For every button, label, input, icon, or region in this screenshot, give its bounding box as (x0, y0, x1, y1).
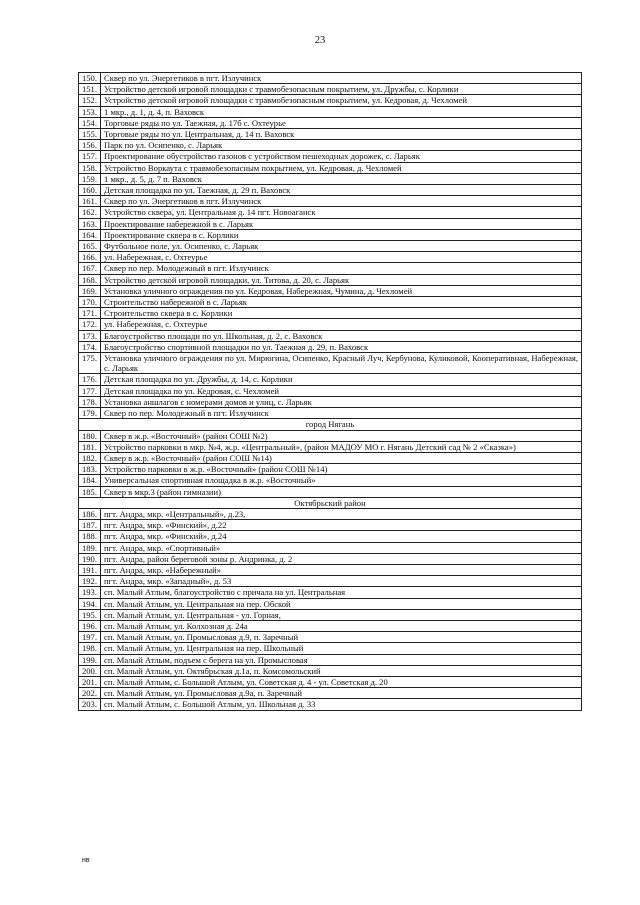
row-text: Универсальная спортивная площадка в ж.р. «Восточный» (101, 475, 582, 486)
table-row (79, 297, 582, 308)
table-row (79, 643, 582, 654)
table-row (79, 464, 582, 475)
row-number: 164. (79, 229, 101, 240)
table-row (79, 598, 582, 609)
table-row (79, 73, 582, 84)
row-text: пгт. Андра, мкр. «Набережный» (101, 564, 582, 575)
row-number: 175. (79, 353, 101, 374)
row-number: 158. (79, 162, 101, 173)
row-number: 184. (79, 475, 101, 486)
table-row (79, 553, 582, 564)
row-number: 170. (79, 297, 101, 308)
row-number: 173. (79, 330, 101, 341)
row-text: Футбольное поле, ул. Осипенко, с. Ларьяк (101, 241, 582, 252)
row-text: пгт. Андра, мкр. «Центральный», д.23, (101, 508, 582, 519)
table-row (79, 396, 582, 407)
row-number: 203. (79, 699, 101, 710)
table-row (79, 676, 582, 687)
table-row (79, 385, 582, 396)
row-text: пгт. Андра, район береговой зоны р. Андринка, д. 2 (101, 553, 582, 564)
table-row (79, 688, 582, 699)
row-number: 191. (79, 564, 101, 575)
table-row (79, 609, 582, 620)
row-text: Сквер по пер. Молодежный в пгт. Излучинск (101, 408, 582, 419)
row-number: 189. (79, 542, 101, 553)
row-number: 200. (79, 665, 101, 676)
row-number: 155. (79, 129, 101, 140)
row-text: Детская площадка по ул. Кедровая, с. Чехломей (101, 385, 582, 396)
row-number: 198. (79, 643, 101, 654)
row-number: 176. (79, 374, 101, 385)
row-text: Устройство парковки в ж.р. «Восточный» (район СОШ №14) (101, 464, 582, 475)
row-number: 190. (79, 553, 101, 564)
table-row (79, 274, 582, 285)
row-number: 159. (79, 173, 101, 184)
row-text: пгт. Андра, мкр. «Финский», д.22 (101, 520, 582, 531)
row-text: Сквер в ж.р. «Восточный» (район СОШ №2) (101, 430, 582, 441)
table-row (79, 151, 582, 162)
row-text: Устройство Воркаута с травмобезопасным покрытием, ул. Кедровая, д. Чехломей (101, 162, 582, 173)
row-number: 151. (79, 84, 101, 95)
table-row (79, 252, 582, 263)
row-text: Установка уличного ограждения по ул. Кедровая, Набережная, Чумина, д. Чехломей (101, 285, 582, 296)
page-number: 23 (314, 35, 326, 46)
row-text: Устройство детской игровой площадки с травмобезопасным покрытием, ул. Дружбы, с. Корлики (101, 84, 582, 95)
row-text: Устройство сквера, ул. Центральная д. 14 пгт. Новоаганск (101, 207, 582, 218)
table-row (79, 117, 582, 128)
row-text: сп. Малый Атлым, ул. Центральная - ул. Горная, (101, 609, 582, 620)
improvement-list-table (78, 72, 582, 711)
row-number: 168. (79, 274, 101, 285)
row-number: 163. (79, 218, 101, 229)
section-heading: Октябрьский район (79, 497, 582, 508)
row-number: 188. (79, 531, 101, 542)
row-text: сп. Малый Атлым, ул. Октябрьская д.1а, п. Комсомольский (101, 665, 582, 676)
table-row (79, 140, 582, 151)
row-number: 193. (79, 587, 101, 598)
table-row (79, 654, 582, 665)
row-number: 161. (79, 196, 101, 207)
row-number: 154. (79, 117, 101, 128)
row-text: 1 мкр., д. 1, д. 4, п. Ваховск (101, 106, 582, 117)
table-row (79, 95, 582, 106)
table-body (79, 73, 582, 711)
row-number: 202. (79, 688, 101, 699)
row-number: 186. (79, 508, 101, 519)
row-number: 171. (79, 308, 101, 319)
table-row (79, 353, 582, 374)
row-number: 174. (79, 341, 101, 352)
table-row (79, 430, 582, 441)
row-text: Строительство набережной в с. Ларьяк (101, 297, 582, 308)
row-text: Строительство сквера в с. Корлики (101, 308, 582, 319)
row-number: 152. (79, 95, 101, 106)
row-text: Сквер по ул. Энергетиков в пгт. Излучинск (101, 73, 582, 84)
row-text: Установка аншлагов с номерами домов и улиц, с. Ларьяк (101, 396, 582, 407)
row-text: сп. Малый Атлым, благоустройство с причала на ул. Центральная (101, 587, 582, 598)
row-text: сп. Малый Атлым, ул. Колхозная д. 24а (101, 620, 582, 631)
row-number: 162. (79, 207, 101, 218)
row-text: Торговые ряды по ул. Таежная, д. 17б с. Охтеурье (101, 117, 582, 128)
row-number: 194. (79, 598, 101, 609)
table-row (79, 330, 582, 341)
row-text: Установка уличного ограждения по ул. Мирюгина, Осипенко, Красный Луч, Кербунова, Куликовой, Кооперативная, Набережная, с. Ларьяк (101, 353, 582, 374)
table-row (79, 542, 582, 553)
table-row (79, 508, 582, 519)
table-row (79, 196, 582, 207)
table-row (79, 173, 582, 184)
row-number: 183. (79, 464, 101, 475)
table-row (79, 564, 582, 575)
row-text: Проектирование набережной в с. Ларьяк (101, 218, 582, 229)
table-row (79, 520, 582, 531)
row-number: 167. (79, 263, 101, 274)
row-number: 157. (79, 151, 101, 162)
table-row (79, 531, 582, 542)
row-text: Устройство парковки в мкр. №4, ж.р. «Центральный», (район МАДОУ МО г. Нягань Детский сад № 2 «Сказка») (101, 441, 582, 452)
table-row (79, 475, 582, 486)
row-number: 182. (79, 452, 101, 463)
row-number: 160. (79, 185, 101, 196)
row-number: 196. (79, 620, 101, 631)
table-row (79, 162, 582, 173)
row-text: Сквер по пер. Молодежный в пгт. Излучинск (101, 263, 582, 274)
table-row (79, 632, 582, 643)
table-row (79, 620, 582, 631)
section-heading-row (79, 419, 582, 430)
table-row (79, 665, 582, 676)
row-text: сп. Малый Атлым, ул. Промысловая д.9, п. Заречный (101, 632, 582, 643)
row-number: 192. (79, 576, 101, 587)
row-number: 178. (79, 396, 101, 407)
row-text: Сквер по ул. Энергетиков в пгт. Излучинск (101, 196, 582, 207)
row-text: сп. Малый Атлым, подъем с берега на ул. Промысловая (101, 654, 582, 665)
section-heading: город Нягань (79, 419, 582, 430)
table-row (79, 576, 582, 587)
table-row (79, 319, 582, 330)
row-text: Сквер в ж.р. «Восточный» (район СОШ №14) (101, 452, 582, 463)
row-number: 181. (79, 441, 101, 452)
row-text: Благоустройство площади по ул. Школьная, д. 2, с. Ваховск (101, 330, 582, 341)
row-number: 201. (79, 676, 101, 687)
table-row (79, 486, 582, 497)
table-row (79, 699, 582, 710)
table-row (79, 285, 582, 296)
row-text: сп. Малый Атлым, с. Большой Атлым, ул. Школьная д. 33 (101, 699, 582, 710)
row-number: 187. (79, 520, 101, 531)
table-row (79, 241, 582, 252)
table-row (79, 229, 582, 240)
row-number: 150. (79, 73, 101, 84)
row-text: ул. Набережная, с. Охтеурье (101, 252, 582, 263)
row-number: 199. (79, 654, 101, 665)
table-row (79, 106, 582, 117)
table-row (79, 308, 582, 319)
row-text: ул. Набережная, с. Охтеурье (101, 319, 582, 330)
table-row (79, 374, 582, 385)
row-text: пгт. Андра, мкр. «Финский», д.24 (101, 531, 582, 542)
row-number: 185. (79, 486, 101, 497)
row-text: Детская площадка по ул. Таежная, д. 29 п. Ваховск (101, 185, 582, 196)
table-row (79, 129, 582, 140)
table-row (79, 587, 582, 598)
row-text: Сквер в мкр.3 (район гимназии) (101, 486, 582, 497)
table-row (79, 263, 582, 274)
footer-mark: нв (82, 857, 90, 864)
table-row (79, 207, 582, 218)
table-row (79, 218, 582, 229)
row-text: сп. Малый Атлым, ул. Промысловая д.9а, п. Заречный (101, 688, 582, 699)
row-text: Проектирование сквера в с. Корлики (101, 229, 582, 240)
row-number: 195. (79, 609, 101, 620)
row-number: 165. (79, 241, 101, 252)
row-text: Устройство детской игровой площадки с травмобезопасным покрытием, ул. Кедровая, д. Чехломей (101, 95, 582, 106)
row-text: 1 мкр., д. 5, д. 7 п. Ваховск (101, 173, 582, 184)
row-number: 169. (79, 285, 101, 296)
row-text: пгт. Андра, мкр. «Спортивный» (101, 542, 582, 553)
row-text: Устройство детской игровой площадки, ул. Титова, д. 20, с. Ларьяк (101, 274, 582, 285)
row-number: 179. (79, 408, 101, 419)
row-number: 156. (79, 140, 101, 151)
row-number: 172. (79, 319, 101, 330)
row-number: 197. (79, 632, 101, 643)
table-row (79, 441, 582, 452)
row-text: Торговые ряды по ул. Центральная, д. 14 п. Ваховск (101, 129, 582, 140)
row-number: 180. (79, 430, 101, 441)
row-text: Благоустройство спортивной площадки по ул. Таежная д. 29, п. Ваховск (101, 341, 582, 352)
table-row (79, 84, 582, 95)
table-row (79, 452, 582, 463)
row-number: 177. (79, 385, 101, 396)
row-text: пгт. Андра, мкр. «Западный», д. 53 (101, 576, 582, 587)
row-number: 166. (79, 252, 101, 263)
row-text: Детская площадка по ул. Дружбы, д. 14, с. Корлики (101, 374, 582, 385)
row-text: сп. Малый Атлым, с. Большой Атлым, ул. Советская д. 4 - ул. Советская д. 20 (101, 676, 582, 687)
row-text: Проектирование обустройство газонов с устройством пешеходных дорожек, с. Ларьяк (101, 151, 582, 162)
table-row (79, 408, 582, 419)
row-number: 153. (79, 106, 101, 117)
section-heading-row (79, 497, 582, 508)
row-text: сп. Малый Атлым, ул. Центральная на пер. Школьный (101, 643, 582, 654)
row-text: сп. Малый Атлым, ул. Центральная на пер. Обской (101, 598, 582, 609)
table-row (79, 185, 582, 196)
table-row (79, 341, 582, 352)
row-text: Парк по ул. Осипенко, с. Ларьяк (101, 140, 582, 151)
